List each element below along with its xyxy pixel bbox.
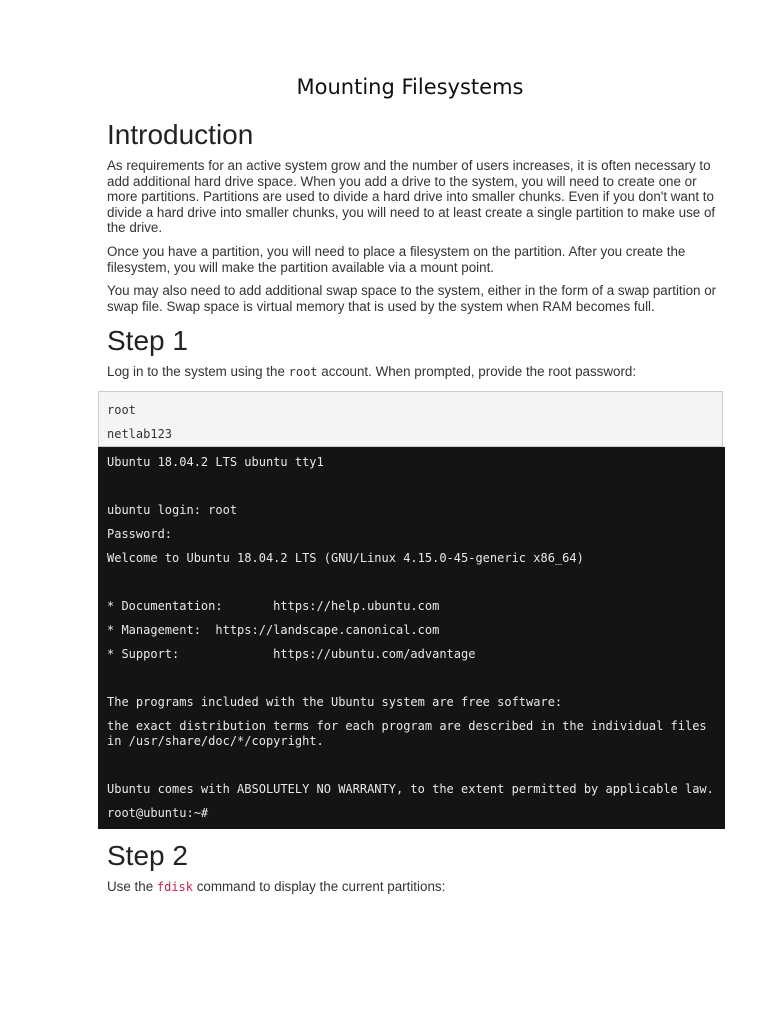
fdisk-code: fdisk (156, 879, 193, 894)
step-2-text-after: command to display the current partitions: (193, 878, 446, 894)
intro-paragraph-3: You may also need to add additional swap space to the system, either in the form of a swap partition or swap file. Swap space is virtual memory that is used by the system when RAM becomes full. (107, 283, 717, 314)
terminal-line: the exact distribution terms for each program are described in the individual files in /usr/share/doc/*/copyright. (107, 718, 714, 748)
terminal-line: * Documentation: https://help.ubuntu.com (107, 598, 440, 613)
intro-paragraph-1: As requirements for an active system grow and the number of users increases, it is often necessary to add additional hard drive space. When you add a drive to the system, you will need to create one or more partitions. Partitions are used to divide a hard drive into smaller chunks. Even if you don't want to divide a hard drive into smaller chunks, you will need to at least create a single partition to make use of the drive. (107, 158, 716, 236)
terminal-line: Welcome to Ubuntu 18.04.2 LTS (GNU/Linux 4.15.0-45-generic x86_64) (107, 550, 584, 565)
terminal-line: Ubuntu 18.04.2 LTS ubuntu tty1 (107, 454, 324, 469)
terminal-blank-line (107, 758, 717, 773)
terminal-line: Ubuntu comes with ABSOLUTELY NO WARRANTY, to the extent permitted by applicable law. (107, 781, 714, 796)
step-2-instruction (107, 879, 717, 896)
root-code: root (288, 365, 318, 380)
terminal-line: ubuntu login: root (107, 502, 238, 517)
document-content (107, 118, 717, 904)
introduction-heading: Introduction (107, 119, 254, 150)
command-line-user: root (107, 402, 136, 417)
terminal-prompt: root@ubuntu:~# (107, 805, 209, 820)
step-1-text-before: Log in to the system using the (107, 364, 289, 380)
intro-paragraph-2: Once you have a partition, you will need to place a filesystem on the partition. After you create the filesystem, you will make the partition available via a mount point. (107, 243, 686, 275)
command-line-password: netlab123 (107, 426, 173, 441)
terminal-line: * Support: https://ubuntu.com/advantage (107, 646, 476, 661)
step-1-instruction (107, 364, 717, 381)
step-1-text-after: account. When prompted, provide the root password: (317, 364, 637, 380)
terminal-line: * Management: https://landscape.canonical.com (107, 622, 440, 637)
terminal-output (98, 447, 725, 829)
command-box (98, 391, 723, 447)
terminal-blank-line (107, 575, 717, 590)
step-2-text-before: Use the (107, 878, 157, 894)
terminal-line: Password: (107, 526, 173, 541)
document-title: Mounting Filesystems (296, 75, 524, 99)
terminal-blank-line (107, 671, 717, 686)
terminal-line: The programs included with the Ubuntu system are free software: (107, 694, 563, 709)
step-1-heading: Step 1 (107, 325, 188, 357)
step-2-heading: Step 2 (107, 839, 188, 871)
terminal-blank-line (107, 479, 717, 494)
